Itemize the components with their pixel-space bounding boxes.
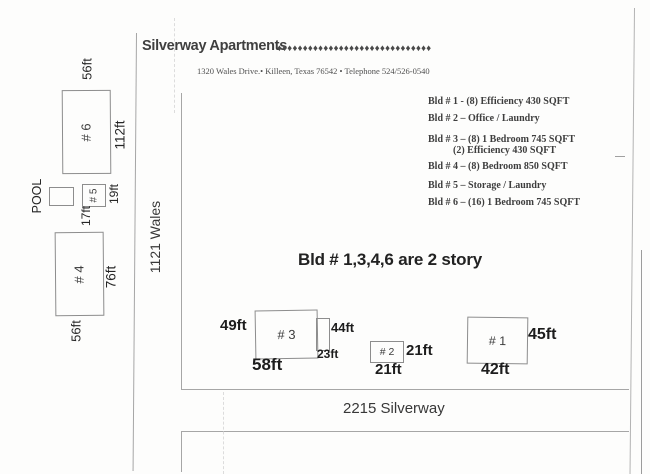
tick-mark (615, 156, 625, 157)
building-4 (55, 232, 105, 316)
page-title: Silverway Apartments (142, 38, 287, 54)
building-1-label: # 1 (488, 333, 507, 348)
dim-bld3-annex-bottom: 23ft (317, 347, 339, 361)
diamond-divider-decoration: ♦♦♦♦♦♦♦♦♦♦♦♦♦♦♦♦♦♦♦♦♦♦♦♦♦♦♦♦♦♦ (277, 43, 432, 54)
page-edge-line-1 (630, 8, 635, 474)
pool-label: POOL (30, 178, 44, 214)
building-5-label: # 5 (88, 188, 100, 203)
building-2 (370, 341, 404, 363)
street-silverway-label: 2215 Silverway (343, 400, 445, 417)
dim-bld1-bottom: 42ft (481, 361, 510, 378)
note-two-story: Bld # 1,3,4,6 are 2 story (298, 250, 482, 269)
dim-bld3-left: 49ft (220, 317, 247, 334)
street-silverway-bottom-line (181, 431, 629, 432)
street-wales-left-line (133, 33, 137, 471)
dim-bld2-side: 21ft (406, 342, 433, 359)
dim-bld6-top: 56ft (79, 58, 95, 80)
building-5 (82, 184, 106, 207)
dim-bld4-bottom: 56ft (68, 320, 84, 342)
building-2-label: # 2 (379, 346, 395, 358)
address-line: 1320 Wales Drive.• Killeen, Texas 76542 • Telephone 524/526-0540 (197, 66, 430, 76)
dim-bld1-side: 45ft (528, 326, 557, 343)
building-6 (62, 90, 112, 174)
building-3-label: # 3 (277, 326, 296, 343)
scan-artifact-line-1 (174, 18, 175, 113)
legend-item: Bld # 4 – (8) Bedroom 850 SQFT (428, 161, 568, 172)
building-6-label: # 6 (78, 122, 95, 142)
legend-item: Bld # 5 – Storage / Laundry (428, 180, 547, 191)
dim-bld6-side: 112ft (112, 120, 128, 150)
dim-bld5-bottom: 17ft (79, 205, 93, 227)
legend-item: Bld # 6 – (16) 1 Bedroom 745 SQFT (428, 197, 581, 208)
building-3 (255, 309, 319, 359)
page-edge-line-2 (641, 250, 642, 474)
pool (49, 187, 74, 206)
building-1 (467, 317, 529, 365)
dim-bld5-side: 19ft (107, 183, 121, 205)
legend-item: Bld # 1 - (8) Efficiency 430 SQFT (428, 96, 570, 107)
scan-artifact-line-2 (223, 392, 224, 474)
dim-bld3-bottom: 58ft (252, 355, 283, 374)
street-wales-label: 1121 Wales (147, 200, 163, 274)
street-wales-right-line-lower (181, 431, 182, 472)
dim-bld3-annex-side: 44ft (331, 320, 355, 335)
dim-bld4-side: 76ft (103, 265, 119, 289)
dim-bld2-bottom: 21ft (375, 361, 402, 378)
legend-item: Bld # 3 – (8) 1 Bedroom 745 SQFT (428, 134, 576, 145)
building-4-label: # 4 (71, 264, 88, 284)
street-wales-right-line-upper (181, 93, 182, 389)
street-silverway-top-line (181, 389, 629, 390)
legend-item-indented: (2) Efficiency 430 SQFT (453, 145, 557, 156)
legend-item: Bld # 2 – Office / Laundry (428, 113, 540, 124)
